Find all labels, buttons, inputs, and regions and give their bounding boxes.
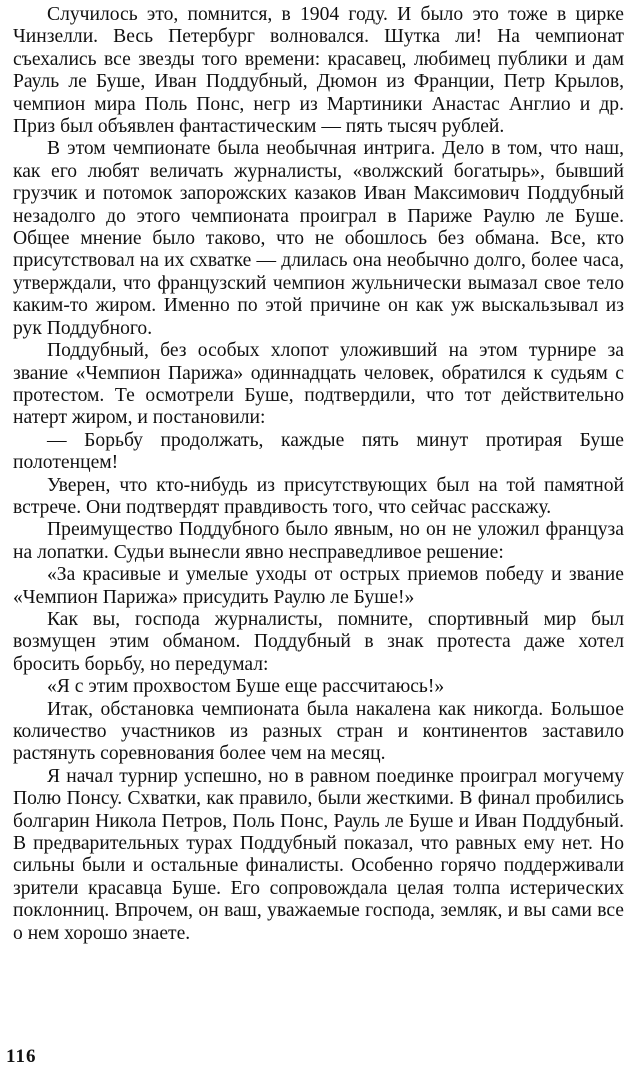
paragraph: Итак, обстановка чемпионата была накалена как никогда. Большое количество участников из разных стран и континентов заставило растянуть соревнования более чем на месяц. [13,698,624,765]
text-body [13,4,624,945]
paragraph: Случилось это, помнится, в 1904 году. И было это тоже в цирке Чинзелли. Весь Петербург волновался. Шутка ли! На чемпионат съехались все звезды того времени: красавец, любимец публики и дам Рауль ле Буше, Иван Поддубный, Дюмон из Франции, Петр Крылов, чемпион мира Поль Понс, негр из Мартиники Анастас Англио и др. Приз был объявлен фантастическим — пять тысяч рублей. [13,4,624,138]
paragraph: — Борьбу продолжать, каждые пять минут протирая Буше полотенцем! [13,429,624,474]
paragraph: Поддубный, без особых хлопот уложивший на этом турнире за звание «Чемпион Парижа» одиннадцать человек, обратился к судьям с протестом. Те осмотрели Буше, подтвердили, что тот действительно натерт жиром, и постановили: [13,340,624,429]
paragraph: «Я с этим прохвостом Буше еще рассчитаюсь!» [47,676,445,698]
paragraph: Как вы, господа журналисты, помните, спортивный мир был возмущен этим обманом. Поддубный в знак протеста даже хотел бросить борьбу, но передумал: [13,608,624,675]
paragraph: В этом чемпионате была необычная интрига. Дело в том, что наш, как его любят величать журналисты, «волжский богатырь», бывший грузчик и потомок запорожских казаков Иван Максимович Поддубный незадолго до этого чемпионата проиграл в Париже Раулю ле Буше. Общее мнение было таково, что не обошлось без обмана. Все, кто присутствовал на их схватке — длилась она необычно долго, более часа, утверждали, что французский чемпион жульнически вымазал свое тело каким-то жиром. Именно по этой причине он как уж выскальзывал из рук Поддубного. [13,138,624,339]
paragraph: «За красивые и умелые уходы от острых приемов победу и звание «Чемпион Парижа» присудить Раулю ле Буше!» [13,564,624,608]
page-number: 116 [6,1046,37,1067]
paragraph: Уверен, что кто-нибудь из присутствующих был на той памятной встрече. Они подтвердят правдивость того, что сейчас расскажу. [13,474,624,518]
paragraph: Преимущество Поддубного было явным, но он не уложил француза на лопатки. Судьи вынесли явно несправедливое решение: [13,519,624,563]
paragraph: Я начал турнир успешно, но в равном поединке проиграл могучему Полю Понсу. Схватки, как правило, были жесткими. В финал пробились болгарин Никола Петров, Поль Понс, Рауль ле Буше и Иван Поддубный. В предварительных турах Поддубный показал, что равных ему нет. Но сильны были и остальные финалисты. Особенно горячо поддерживали зрители красавца Буше. Его сопровождала целая толпа истерических поклонниц. Впрочем, он ваш, уважаемые господа, земляк, и вы сами все о нем хорошо знаете. [13,765,624,944]
